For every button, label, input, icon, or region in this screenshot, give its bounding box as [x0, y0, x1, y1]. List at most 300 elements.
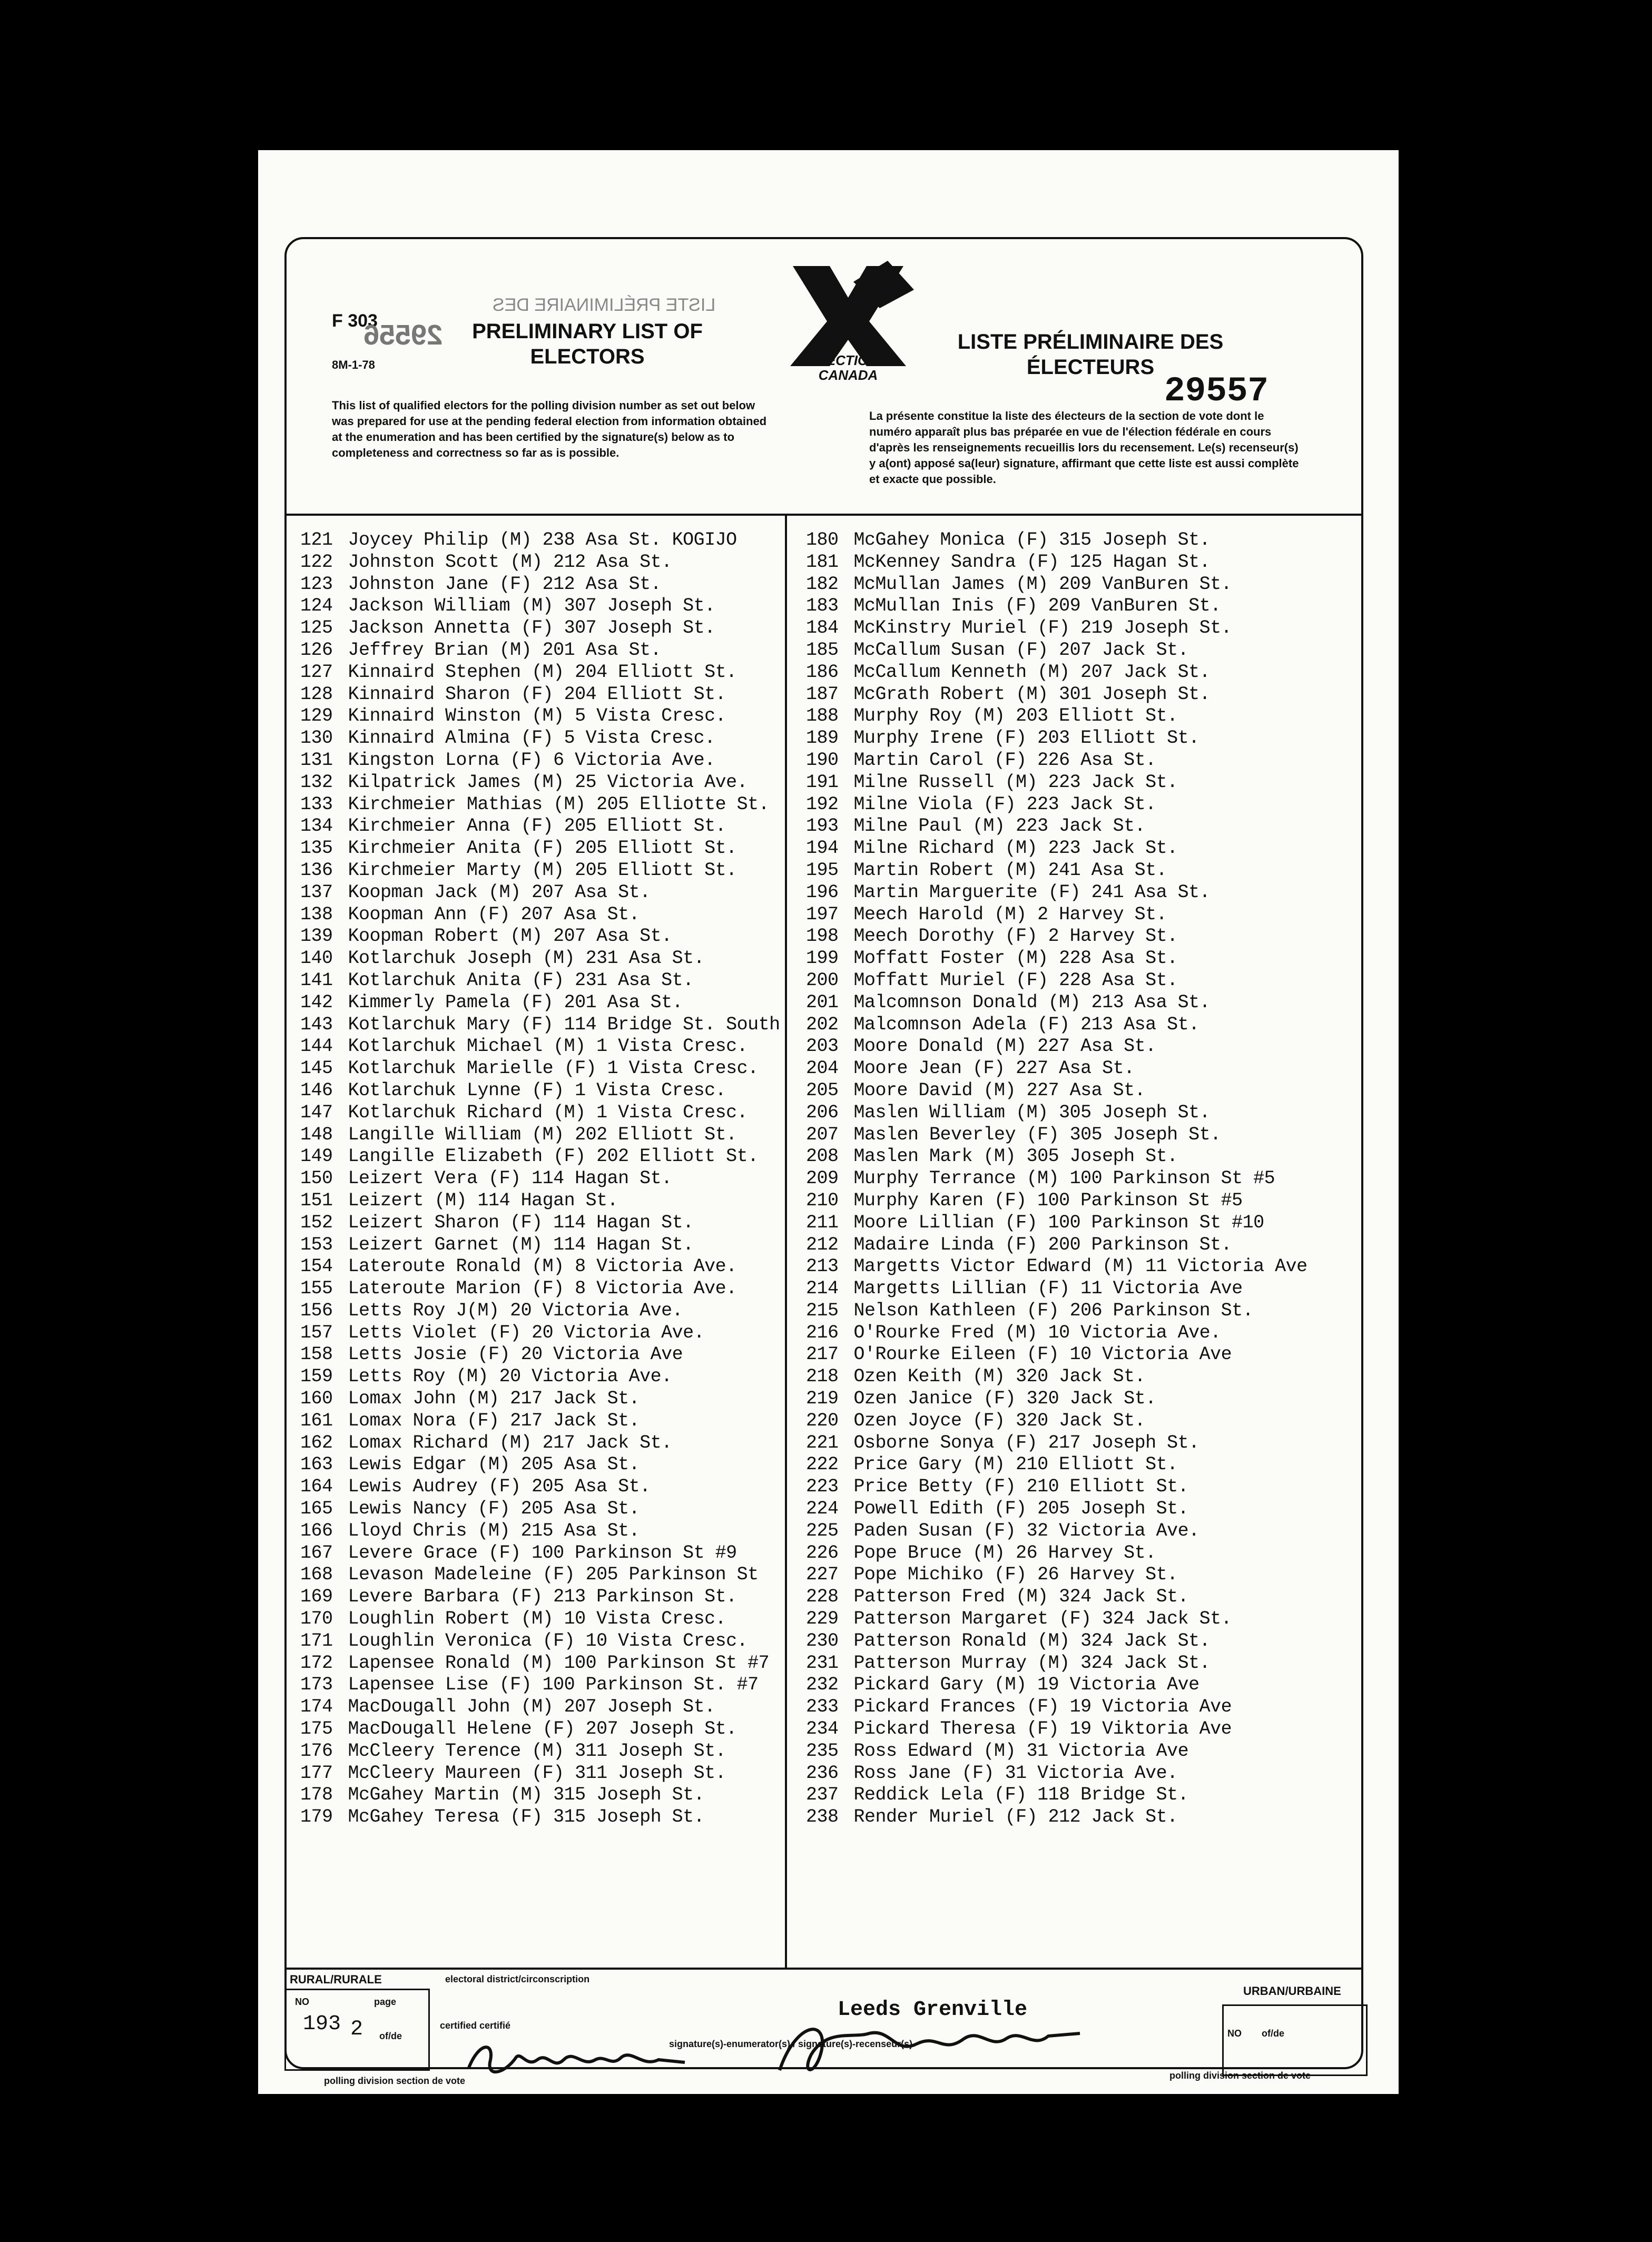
elector-entry: Johnston Scott (M) 212 Asa St.: [348, 551, 672, 573]
elector-number: 166: [300, 1520, 333, 1541]
elector-entry: Moore Jean (F) 227 Asa St.: [853, 1058, 1135, 1079]
elector-row: [300, 684, 780, 706]
elector-entry: Murphy Karen (F) 100 Parkinson St #5: [853, 1189, 1243, 1211]
elector-row: [300, 1476, 780, 1498]
elector-entry: Render Muriel (F) 212 Jack St.: [853, 1806, 1178, 1828]
elector-entry: Levere Grace (F) 100 Parkinson St #9: [348, 1542, 737, 1564]
elector-row: [300, 1278, 780, 1300]
signature-2-image: [764, 2007, 1090, 2086]
elector-number: 127: [300, 661, 333, 683]
elector-number: 215: [806, 1300, 839, 1321]
elector-number: 121: [300, 529, 333, 550]
intro-english: This list of qualified electors for the polling division number as set out below was prepared for use at the pending federal election from information obtained at the enumeration and has been certified by the signature(s) below as to completeness and correctness so far as is possible.: [332, 399, 767, 459]
elector-row: [806, 1784, 1359, 1806]
elector-row: [300, 1630, 780, 1653]
elector-number: 149: [300, 1146, 333, 1167]
elector-row: [300, 815, 780, 838]
elector-row: [806, 1432, 1359, 1454]
elector-row: [806, 860, 1359, 882]
page-number: 2: [350, 2018, 363, 2041]
elector-number: 193: [806, 815, 839, 837]
elector-entry: Lomax John (M) 217 Jack St.: [348, 1388, 640, 1410]
elector-entry: Lapensee Ronald (M) 100 Parkinson St #7: [348, 1652, 770, 1674]
elector-number: 211: [806, 1212, 839, 1233]
elector-number: 187: [806, 683, 839, 705]
elector-entry: Letts Roy J(M) 20 Victoria Ave.: [348, 1300, 683, 1321]
elector-row: [806, 552, 1359, 574]
elector-row: [806, 1806, 1359, 1828]
elector-row: [806, 684, 1359, 706]
elector-number: 190: [806, 749, 839, 771]
elector-row: [806, 1608, 1359, 1630]
elector-entry: McGahey Monica (F) 315 Joseph St.: [853, 529, 1211, 550]
elector-row: [300, 1608, 780, 1630]
elector-row: [806, 640, 1359, 662]
elector-row: [806, 662, 1359, 684]
elector-number: 178: [300, 1784, 333, 1806]
elector-row: [300, 1322, 780, 1344]
elector-row: [806, 970, 1359, 992]
elector-row: [300, 1124, 780, 1146]
elector-number: 223: [806, 1476, 839, 1498]
elector-number: 237: [806, 1784, 839, 1806]
elector-row: [806, 1542, 1359, 1565]
elector-row: [300, 992, 780, 1014]
elector-entry: Kotlarchuk Lynne (F) 1 Vista Cresc.: [348, 1079, 726, 1101]
elector-number: 202: [806, 1014, 839, 1035]
elector-row: [300, 1058, 780, 1080]
elector-number: 128: [300, 683, 333, 705]
elector-number: 191: [806, 771, 839, 793]
elector-row: [806, 1410, 1359, 1432]
signature-1-image: [458, 2031, 695, 2089]
elector-number: 148: [300, 1124, 333, 1145]
elector-number: 221: [806, 1432, 839, 1453]
elector-entry: Loughlin Robert (M) 10 Vista Cresc.: [348, 1608, 726, 1630]
elector-number: 173: [300, 1674, 333, 1696]
elector-row: [806, 1718, 1359, 1740]
elector-entry: Martin Carol (F) 226 Asa St.: [853, 749, 1156, 771]
elector-column-right: [806, 529, 1359, 1828]
certified-label: certified certifié: [440, 2020, 511, 2031]
elector-row: [806, 948, 1359, 970]
elector-number: 151: [300, 1189, 333, 1211]
elector-entry: McKenney Sandra (F) 125 Hagan St.: [853, 551, 1211, 573]
elector-entry: Loughlin Veronica (F) 10 Vista Cresc.: [348, 1630, 748, 1651]
elector-entry: Kinnaird Almina (F) 5 Vista Cresc.: [348, 727, 715, 749]
elector-row: [300, 1190, 780, 1212]
elector-entry: Patterson Fred (M) 324 Jack St.: [853, 1586, 1189, 1608]
elector-entry: Moffatt Foster (M) 228 Asa St.: [853, 948, 1178, 969]
elector-row: [300, 1653, 780, 1675]
elector-row: [806, 1630, 1359, 1653]
elector-number: 158: [300, 1344, 333, 1365]
elector-entry: Margetts Lillian (F) 11 Victoria Ave: [853, 1278, 1243, 1300]
elector-entry: McMullan James (M) 209 VanBuren St.: [853, 573, 1232, 595]
elector-entry: Kotlarchuk Marielle (F) 1 Vista Cresc.: [348, 1058, 759, 1079]
elector-entry: Murphy Roy (M) 203 Elliott St.: [853, 705, 1178, 727]
elector-entry: Patterson Murray (M) 324 Jack St.: [853, 1652, 1211, 1674]
elector-number: 136: [300, 859, 333, 881]
elector-entry: Milne Paul (M) 223 Jack St.: [853, 815, 1146, 837]
ghost-serial-bleedthrough: 29556: [363, 319, 443, 351]
elector-number: 123: [300, 573, 333, 595]
elector-entry: Jackson William (M) 307 Joseph St.: [348, 595, 715, 617]
elector-entry: Kingston Lorna (F) 6 Victoria Ave.: [348, 749, 715, 771]
elector-row: [806, 1014, 1359, 1036]
elector-number: 167: [300, 1542, 333, 1564]
elector-row: [300, 750, 780, 772]
district-label: electoral district/circonscription: [445, 1974, 590, 1984]
elector-entry: Price Gary (M) 210 Elliott St.: [853, 1454, 1178, 1476]
elector-number: 214: [806, 1278, 839, 1300]
elector-entry: Pickard Frances (F) 19 Victoria Ave: [853, 1696, 1232, 1718]
elector-entry: Kinnaird Sharon (F) 204 Elliott St.: [348, 683, 726, 705]
elector-row: [300, 1014, 780, 1036]
elector-entry: McCleery Terence (M) 311 Joseph St.: [348, 1740, 726, 1762]
elector-number: 185: [806, 639, 839, 661]
elector-entry: Ross Edward (M) 31 Victoria Ave: [853, 1740, 1189, 1762]
elector-row: [806, 794, 1359, 816]
elector-number: 125: [300, 617, 333, 639]
elector-row: [806, 1278, 1359, 1300]
poll-box: [284, 1989, 430, 2071]
elector-row: [300, 838, 780, 860]
ghost-title-bleedthrough: LISTE PRÉLIMINAIRE DES: [493, 295, 716, 315]
elector-row: [806, 882, 1359, 904]
elector-number: 135: [300, 838, 333, 859]
elector-row: [806, 1036, 1359, 1058]
elector-number: 176: [300, 1740, 333, 1762]
title-en-line1: PRELIMINARY LIST OF: [472, 320, 703, 343]
elector-number: 184: [806, 617, 839, 639]
elector-row: [300, 1102, 780, 1124]
elector-entry: Moffatt Muriel (F) 228 Asa St.: [853, 969, 1178, 991]
elector-entry: Milne Richard (M) 223 Jack St.: [853, 838, 1178, 859]
elector-number: 209: [806, 1168, 839, 1189]
elector-number: 230: [806, 1630, 839, 1651]
elector-row: [806, 1476, 1359, 1498]
elector-row: [300, 1740, 780, 1763]
elector-row: [300, 705, 780, 727]
title-en-line2: ELECTORS: [530, 345, 645, 368]
elector-number: 172: [300, 1652, 333, 1674]
elector-row: [300, 727, 780, 750]
elector-number: 195: [806, 859, 839, 881]
elector-number: 156: [300, 1300, 333, 1321]
urban-of-label: of/de: [1262, 2028, 1284, 2039]
elector-row: [806, 1124, 1359, 1146]
elector-number: 180: [806, 529, 839, 550]
elector-row: [300, 1300, 780, 1322]
elector-entry: Patterson Ronald (M) 324 Jack St.: [853, 1630, 1211, 1651]
elector-row: [300, 1454, 780, 1476]
elector-entry: Koopman Jack (M) 207 Asa St.: [348, 881, 651, 903]
elector-number: 170: [300, 1608, 333, 1630]
elector-number: 137: [300, 881, 333, 903]
elector-number: 216: [806, 1322, 839, 1343]
elector-entry: Maslen Beverley (F) 305 Joseph St.: [853, 1124, 1221, 1145]
elector-number: 175: [300, 1718, 333, 1740]
elector-number: 129: [300, 705, 333, 727]
elector-entry: Koopman Ann (F) 207 Asa St.: [348, 903, 640, 925]
page-label: page: [374, 1997, 397, 2007]
elector-number: 141: [300, 969, 333, 991]
elector-row: [806, 1498, 1359, 1520]
elector-number: 236: [806, 1762, 839, 1784]
elector-entry: Meech Harold (M) 2 Harvey St.: [853, 903, 1167, 925]
elector-number: 219: [806, 1388, 839, 1410]
elector-number: 165: [300, 1498, 333, 1520]
elector-row: [300, 948, 780, 970]
elector-entry: Kirchmeier Mathias (M) 205 Elliotte St.: [348, 793, 770, 815]
title-english: [440, 319, 735, 369]
elector-number: 159: [300, 1366, 333, 1388]
elector-entry: Lomax Richard (M) 217 Jack St.: [348, 1432, 672, 1453]
elector-entry: Price Betty (F) 210 Elliott St.: [853, 1476, 1189, 1498]
elector-row: [806, 1190, 1359, 1212]
elector-number: 206: [806, 1102, 839, 1123]
elector-number: 143: [300, 1014, 333, 1035]
elector-entry: McCallum Susan (F) 207 Jack St.: [853, 639, 1189, 661]
logo-line2: CANADA: [818, 367, 878, 383]
elector-row: [806, 1586, 1359, 1608]
elector-row: [806, 1212, 1359, 1234]
elector-row: [806, 1696, 1359, 1718]
elector-number: 126: [300, 639, 333, 661]
elector-number: 154: [300, 1256, 333, 1277]
elector-number: 124: [300, 595, 333, 617]
elector-number: 134: [300, 815, 333, 837]
column-divider: [785, 514, 787, 1968]
elector-row: [300, 1212, 780, 1234]
elector-row: [806, 1520, 1359, 1542]
elector-entry: Langille Elizabeth (F) 202 Elliott St.: [348, 1146, 759, 1167]
elector-entry: Reddick Lela (F) 118 Bridge St.: [853, 1784, 1189, 1806]
elector-entry: Martin Robert (M) 241 Asa St.: [853, 859, 1167, 881]
elector-entry: Malcomnson Donald (M) 213 Asa St.: [853, 991, 1211, 1013]
elector-number: 142: [300, 991, 333, 1013]
elector-row: [300, 1432, 780, 1454]
elector-row: [806, 1300, 1359, 1322]
elector-entry: Kotlarchuk Anita (F) 231 Asa St.: [348, 969, 694, 991]
elector-row: [806, 1366, 1359, 1388]
elector-row: [806, 904, 1359, 926]
elector-entry: Kotlarchuk Mary (F) 114 Bridge St. South: [348, 1014, 780, 1035]
elector-row: [300, 1234, 780, 1256]
elector-number: 231: [806, 1652, 839, 1674]
elector-number: 188: [806, 705, 839, 727]
elector-entry: Milne Russell (M) 223 Jack St.: [853, 771, 1178, 793]
elector-row: [806, 1256, 1359, 1278]
serial-number: 29557: [1164, 371, 1269, 411]
elector-number: 220: [806, 1410, 839, 1431]
elector-number: 189: [806, 727, 839, 749]
elector-entry: Kirchmeier Anita (F) 205 Elliott St.: [348, 838, 737, 859]
elector-entry: Kinnaird Winston (M) 5 Vista Cresc.: [348, 705, 726, 727]
elector-row: [806, 1653, 1359, 1675]
elector-number: 145: [300, 1058, 333, 1079]
elector-entry: Kotlarchuk Michael (M) 1 Vista Cresc.: [348, 1036, 748, 1057]
elector-row: [300, 1344, 780, 1366]
elector-entry: Letts Violet (F) 20 Victoria Ave.: [348, 1322, 705, 1343]
elector-number: 160: [300, 1388, 333, 1410]
elector-row: [300, 1036, 780, 1058]
elector-row: [300, 1674, 780, 1696]
elector-number: 217: [806, 1344, 839, 1365]
elector-row: [806, 705, 1359, 727]
elector-row: [806, 1740, 1359, 1763]
elector-entry: Johnston Jane (F) 212 Asa St.: [348, 573, 662, 595]
elector-number: 208: [806, 1146, 839, 1167]
intro-french: La présente constitue la liste des électeurs de la section de vote dont le numéro apparaît plus bas préparée en vue de l'élection fédérale en cours d'après les renseignements recueillis lors du recensement. Le(s) recenseur(s) y a(ont) apposé sa(leur) signature, affirmant que cette liste est aussi complète et exacte que possible.: [869, 409, 1299, 486]
elector-number: 204: [806, 1058, 839, 1079]
elector-entry: O'Rourke Eileen (F) 10 Victoria Ave: [853, 1344, 1232, 1365]
elector-row: [806, 838, 1359, 860]
elector-entry: Murphy Irene (F) 203 Elliott St.: [853, 727, 1199, 749]
elector-entry: Ozen Janice (F) 320 Jack St.: [853, 1388, 1156, 1410]
elector-entry: Moore David (M) 227 Asa St.: [853, 1079, 1146, 1101]
elector-entry: Kirchmeier Marty (M) 205 Elliott St.: [348, 859, 737, 881]
elector-row: [806, 1454, 1359, 1476]
elector-number: 235: [806, 1740, 839, 1762]
elector-entry: Nelson Kathleen (F) 206 Parkinson St.: [853, 1300, 1254, 1321]
form-number: F 303: [332, 311, 378, 331]
elector-row: [300, 926, 780, 948]
elector-number: 203: [806, 1036, 839, 1057]
elector-number: 132: [300, 771, 333, 793]
elector-entry: Pickard Theresa (F) 19 Viktoria Ave: [853, 1718, 1232, 1740]
elector-entry: Pickard Gary (M) 19 Victoria Ave: [853, 1674, 1199, 1696]
elector-number: 194: [806, 838, 839, 859]
elector-entry: Kirchmeier Anna (F) 205 Elliott St.: [348, 815, 726, 837]
elector-entry: Leizert (M) 114 Hagan St.: [348, 1189, 618, 1211]
elector-entry: Lewis Nancy (F) 205 Asa St.: [348, 1498, 640, 1520]
elector-number: 222: [806, 1454, 839, 1476]
elector-row: [300, 1146, 780, 1168]
elector-number: 177: [300, 1762, 333, 1784]
elector-number: 152: [300, 1212, 333, 1233]
elector-row: [300, 1784, 780, 1806]
elector-entry: Levason Madeleine (F) 205 Parkinson St: [348, 1564, 759, 1586]
elector-row: [300, 1520, 780, 1542]
elector-entry: Pope Michiko (F) 26 Harvey St.: [853, 1564, 1178, 1586]
elector-row: [300, 574, 780, 596]
elector-entry: McMullan Inis (F) 209 VanBuren St.: [853, 595, 1221, 617]
elector-entry: McGahey Martin (M) 315 Joseph St.: [348, 1784, 705, 1806]
elector-number: 144: [300, 1036, 333, 1057]
urban-poll-box: [1222, 2004, 1368, 2076]
elector-entry: Lomax Nora (F) 217 Jack St.: [348, 1410, 640, 1431]
elector-entry: Murphy Terrance (M) 100 Parkinson St #5: [853, 1168, 1275, 1189]
elector-row: [300, 794, 780, 816]
elector-row: [300, 1806, 780, 1828]
elector-entry: MacDougall John (M) 207 Joseph St.: [348, 1696, 715, 1718]
elector-row: [300, 1586, 780, 1608]
elector-number: 232: [806, 1674, 839, 1696]
urban-no-label: NO: [1227, 2028, 1242, 2039]
elector-number: 130: [300, 727, 333, 749]
elector-number: 238: [806, 1806, 839, 1828]
elector-number: 198: [806, 926, 839, 947]
elector-entry: Koopman Robert (M) 207 Asa St.: [348, 926, 672, 947]
elector-entry: Leizert Sharon (F) 114 Hagan St.: [348, 1212, 694, 1233]
elector-row: [806, 750, 1359, 772]
elector-number: 210: [806, 1189, 839, 1211]
elector-entry: Kinnaird Stephen (M) 204 Elliott St.: [348, 661, 737, 683]
elector-row: [806, 1674, 1359, 1696]
elector-entry: McKinstry Muriel (F) 219 Joseph St.: [853, 617, 1232, 639]
elector-row: [806, 1234, 1359, 1256]
elector-number: 192: [806, 793, 839, 815]
elector-entry: Lateroute Marion (F) 8 Victoria Ave.: [348, 1278, 737, 1300]
elector-row: [300, 1410, 780, 1432]
elector-number: 228: [806, 1586, 839, 1608]
elector-entry: Paden Susan (F) 32 Victoria Ave.: [853, 1520, 1199, 1541]
elector-number: 201: [806, 991, 839, 1013]
elector-row: [806, 574, 1359, 596]
elector-row: [806, 1322, 1359, 1344]
elector-row: [806, 617, 1359, 640]
elector-row: [300, 1564, 780, 1586]
elector-entry: Leizert Garnet (M) 114 Hagan St.: [348, 1234, 694, 1255]
elector-number: 183: [806, 595, 839, 617]
elector-number: 199: [806, 948, 839, 969]
elector-column-left: [300, 529, 780, 1828]
elector-entry: McGahey Teresa (F) 315 Joseph St.: [348, 1806, 705, 1828]
form-date: 8M-1-78: [332, 358, 375, 371]
elector-row: [300, 1366, 780, 1388]
elector-entry: Ozen Joyce (F) 320 Jack St.: [853, 1410, 1146, 1431]
elector-number: 139: [300, 926, 333, 947]
elector-entry: Moore Lillian (F) 100 Parkinson St #10: [853, 1212, 1264, 1233]
elector-number: 174: [300, 1696, 333, 1718]
elector-row: [300, 904, 780, 926]
polling-division-label: polling division section de vote: [324, 2076, 466, 2086]
no-label: NO: [295, 1997, 309, 2007]
elector-row: [300, 1763, 780, 1785]
elector-number: 155: [300, 1278, 333, 1300]
elector-row: [806, 815, 1359, 838]
elector-number: 186: [806, 661, 839, 683]
elector-number: 179: [300, 1806, 333, 1828]
district-value: Leeds Grenville: [838, 1998, 1028, 2022]
elector-row: [806, 1146, 1359, 1168]
elector-number: 162: [300, 1432, 333, 1453]
elector-row: [806, 727, 1359, 750]
signature-label: signature(s)-enumerator(s) / signature(s)-recenseur(s): [669, 2039, 913, 2049]
elector-row: [300, 1718, 780, 1740]
elector-row: [300, 970, 780, 992]
elector-row: [806, 1763, 1359, 1785]
elector-entry: Jackson Annetta (F) 307 Joseph St.: [348, 617, 715, 639]
elector-entry: McCallum Kenneth (M) 207 Jack St.: [853, 661, 1211, 683]
elector-entry: Meech Dorothy (F) 2 Harvey St.: [853, 926, 1178, 947]
elector-entry: Maslen Mark (M) 305 Joseph St.: [853, 1146, 1178, 1167]
elector-row: [300, 1696, 780, 1718]
elector-row: [806, 1344, 1359, 1366]
header-divider: [284, 514, 1363, 516]
elector-number: 133: [300, 793, 333, 815]
elector-row: [300, 860, 780, 882]
elector-row: [300, 1388, 780, 1410]
elector-number: 226: [806, 1542, 839, 1564]
elector-row: [806, 1058, 1359, 1080]
elector-entry: Lewis Audrey (F) 205 Asa St.: [348, 1476, 651, 1498]
elector-entry: Letts Josie (F) 20 Victoria Ave: [348, 1344, 683, 1365]
elector-row: [300, 640, 780, 662]
elector-entry: McGrath Robert (M) 301 Joseph St.: [853, 683, 1211, 705]
